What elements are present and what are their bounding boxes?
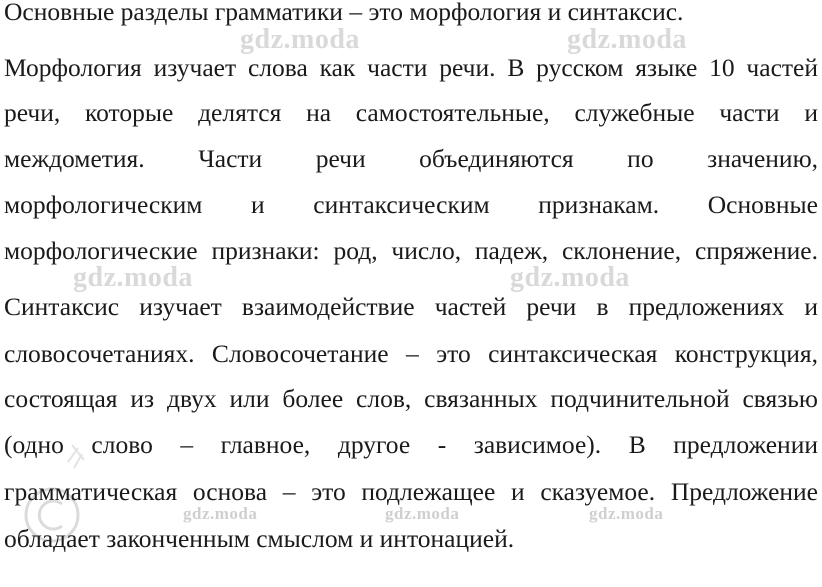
watermark: gdz.moda xyxy=(567,24,687,55)
text-line: Синтаксис изучает взаимодействие частей речи в предложениях и xyxy=(4,292,818,321)
text-line: грамматическая основа – это подлежащее и сказуемое. Предложение xyxy=(4,477,818,506)
watermark: gdz.moda xyxy=(385,504,460,523)
text-line: обладает законченным смыслом и интонацией. xyxy=(4,524,515,553)
watermark: gdz.moda xyxy=(510,262,630,293)
watermark: gdz.moda xyxy=(240,24,360,55)
watermark: gdz.moda xyxy=(73,262,193,293)
text-line: морфологические признаки: род, число, падеж, склонение, спряжение. xyxy=(4,236,818,265)
text-line: речи, которые делятся на самостоятельные, служебные части и xyxy=(4,98,818,127)
text-line: (одно слово – главное, другое - зависимое). В предложении xyxy=(4,430,818,459)
text-line: междометия. Части речи объединяются по значению, xyxy=(4,144,818,173)
watermark: gdz.moda xyxy=(183,504,258,523)
text-line: Основные разделы грамматики – это морфология и синтаксис. xyxy=(4,0,684,26)
watermark: gdz.moda xyxy=(589,504,664,523)
text-line: словосочетаниях. Словосочетание – это синтаксическая конструкция, xyxy=(4,339,818,368)
text-line: Морфология изучает слова как части речи. В русском языке 10 частей xyxy=(4,53,818,82)
text-line: морфологическим и синтаксическим признакам. Основные xyxy=(4,190,818,219)
text-line: состоящая из двух или более слов, связанных подчинительной связью xyxy=(4,384,818,413)
